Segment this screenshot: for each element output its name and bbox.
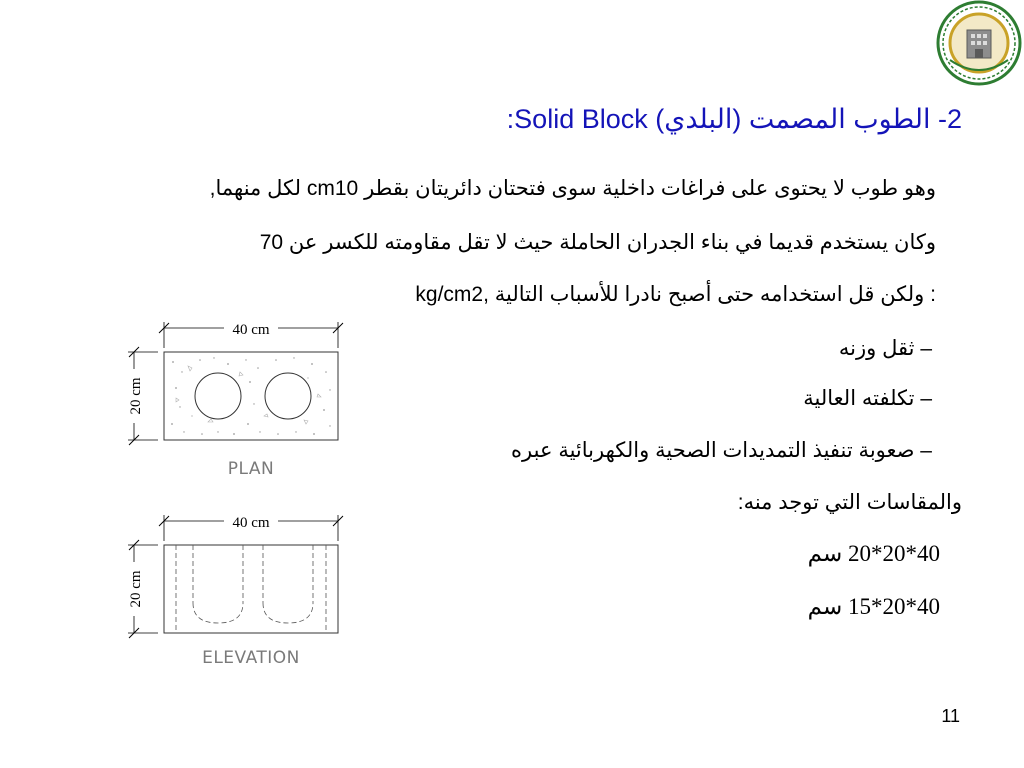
paragraph-line-2: وكان يستخدم قديما في بناء الجدران الحاملة حيث لا تقل مقاومته للكسر عن 70	[259, 231, 936, 254]
paragraph-line-1: وهو طوب لا يحتوى على فراغات داخلية سوى فتحتان دائريتان بقطر cm10 لكل منهما,	[209, 177, 936, 200]
slide-title: 2- الطوب المصمت (البلدي) Solid Block:	[506, 104, 962, 134]
elevation-height-label: 20 cm	[128, 570, 144, 608]
sizes-intro: والمقاسات التي توجد منه:	[737, 491, 962, 514]
elevation-caption: ELEVATION	[202, 648, 300, 668]
elevation-drawing	[118, 505, 358, 673]
university-logo	[936, 0, 1022, 86]
bullet-weight: – ثقل وزنه	[838, 337, 932, 360]
plan-drawing	[118, 312, 358, 484]
plan-caption: PLAN	[227, 459, 275, 479]
size-item: 40*20*15 سم	[807, 594, 940, 619]
bullet-cost: – تكلفته العالية	[803, 387, 932, 410]
paragraph-line-3: kg/cm2, ولكن قل استخدامه حتى أصبح نادرا للأسباب التالية :	[415, 283, 936, 306]
university-seal-icon	[936, 0, 1022, 86]
bullet-installations: – صعوبة تنفيذ التمديدات الصحية والكهربائية عبره	[511, 439, 932, 462]
size-item: 40*20*20 سم	[807, 541, 940, 566]
plan-height-label: 20 cm	[128, 377, 144, 415]
page-number: 11	[941, 706, 960, 726]
plan-width-label: 40 cm	[232, 322, 270, 338]
elevation-width-label: 40 cm	[232, 515, 270, 531]
